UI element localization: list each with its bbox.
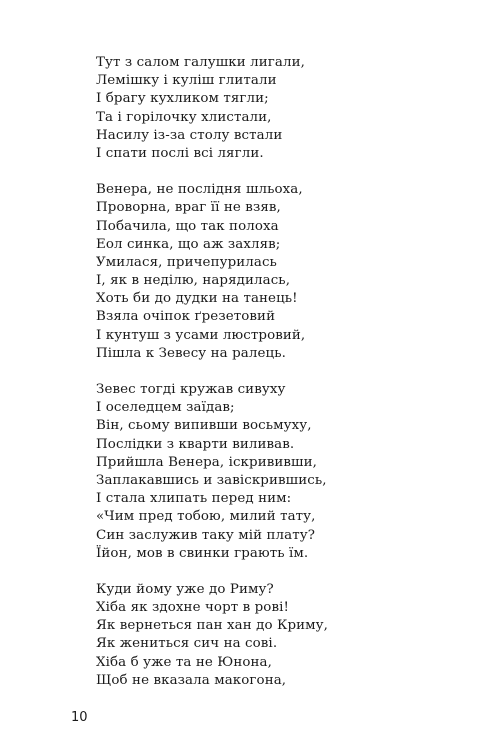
poem-line: І, як в неділю, нарядилась, — [96, 273, 291, 289]
poem-line: Та і горілочку хлистали, — [96, 109, 272, 125]
poem-line: І оселедцем заїдав; — [96, 400, 235, 416]
poem-line: Хіба як здохне чорт в рові! — [96, 600, 289, 616]
poem-line: Заплакавшись и завіскрившись, — [96, 472, 327, 488]
poem-line: Лемішку і куліш глитали — [96, 73, 277, 89]
poem-line: І брагу кухликом тягли; — [96, 91, 269, 107]
poem-line: Він, сьому випивши восьмуху, — [96, 418, 312, 434]
poem-line: І стала хлипать перед ним: — [96, 491, 292, 507]
stanza — [96, 181, 456, 363]
poem-line: І спати послі всі лягли. — [96, 145, 264, 161]
poem-line: Еол синка, що аж захляв; — [96, 236, 281, 252]
stanza — [96, 381, 456, 563]
stanza — [96, 581, 456, 690]
poem-line: «Чим пред тобою, милий тату, — [96, 509, 316, 525]
poem-line: Пішла к Зевесу на ралець. — [96, 345, 286, 361]
poem-line: Венера, не послідня шльоха, — [96, 182, 303, 198]
poem-line: Син заслужив таку мій плату? — [96, 527, 316, 543]
stanza — [96, 54, 456, 163]
poem-line: Прийшла Венера, іскрививши, — [96, 454, 317, 470]
page-number: 10 — [71, 710, 88, 725]
poem-line: Тут з салом галушки лигали, — [96, 55, 305, 70]
poem-line: Взяла очіпок ґрезетовий — [96, 309, 276, 325]
poem-line: Щоб не вказала макогона, — [96, 672, 287, 688]
poem-line: Хіба б уже та не Юнона, — [96, 654, 272, 670]
poem-line: Як жениться сич на сові. — [96, 636, 278, 652]
poem-line: Зевес тогді кружав сивуху — [96, 382, 286, 397]
poem-line: Насилу із-за столу встали — [96, 127, 283, 143]
poem-line: І кунтуш з усами люстровий, — [96, 327, 306, 343]
poem-line: Побачила, що так полоха — [96, 218, 279, 234]
poem-line: Як вернеться пан хан до Криму, — [96, 618, 329, 634]
poem-text — [96, 54, 456, 708]
poem-line: Хоть би до дудки на танець! — [96, 291, 298, 307]
poem-line: Умилася, причепурилась — [96, 254, 277, 270]
poem-line: Проворна, враг її не взяв, — [96, 200, 281, 216]
poem-line: Куди йому уже до Риму? — [96, 581, 274, 597]
poem-line: Їйон, мов в свинки грають їм. — [96, 545, 309, 561]
poem-line: Послідки з кварти виливав. — [96, 436, 295, 452]
